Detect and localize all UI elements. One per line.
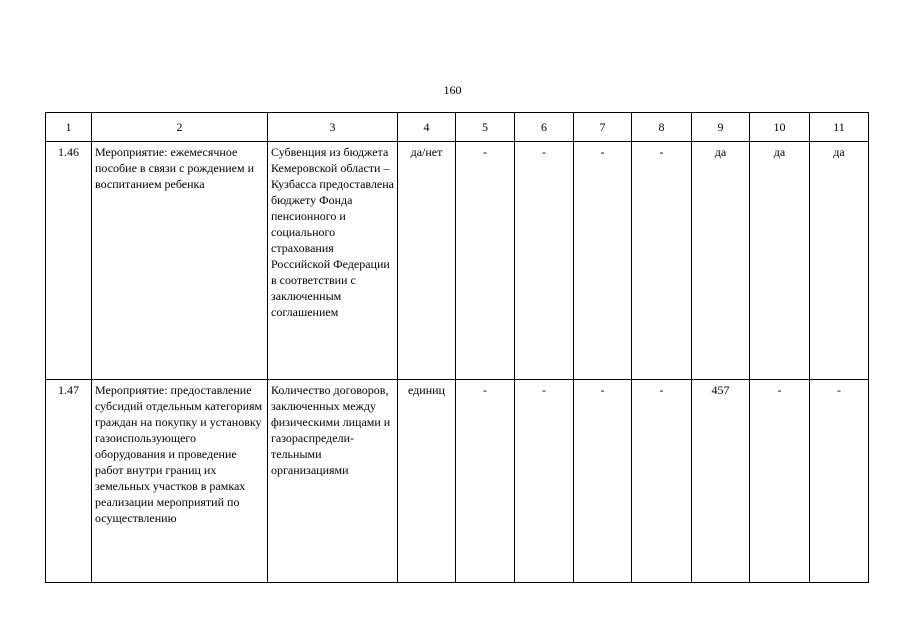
table-row bbox=[46, 142, 869, 380]
indicator-name: Количество договоров, заключенных между физическими лицами и газораспредели-тельными организациями bbox=[268, 380, 398, 583]
column-header-8: 8 bbox=[632, 113, 692, 142]
table-row bbox=[46, 380, 869, 583]
column-header-10: 10 bbox=[750, 113, 810, 142]
column-header-2: 2 bbox=[92, 113, 268, 142]
column-header-3: 3 bbox=[268, 113, 398, 142]
value-col-10: - bbox=[750, 380, 810, 583]
indicator-name: Субвенция из бюджета Кемеровской области – Кузбасса предоставлена бюджету Фонда пенсионного и социального страхования Российской Федерации в соответствии с заключенным соглашением bbox=[268, 142, 398, 380]
unit: единиц bbox=[398, 380, 456, 583]
column-header-11: 11 bbox=[810, 113, 869, 142]
column-header-4: 4 bbox=[398, 113, 456, 142]
column-header-5: 5 bbox=[456, 113, 515, 142]
value-col-9: да bbox=[692, 142, 750, 380]
measure-name: Мероприятие: ежемесячное пособие в связи с рождением и воспитанием ребенка bbox=[92, 142, 268, 380]
measure-name: Мероприятие: предоставление субсидий отдельным категориям граждан на покупку и установку газоиспользующего оборудования и проведение работ внутри границ их земельных участков в рамках реализации мероприятий по осуществлению bbox=[92, 380, 268, 583]
value-col-5: - bbox=[456, 380, 515, 583]
unit: да/нет bbox=[398, 142, 456, 380]
value-col-5: - bbox=[456, 142, 515, 380]
indicators-table bbox=[45, 112, 869, 583]
row-number: 1.47 bbox=[46, 380, 92, 583]
value-col-7: - bbox=[574, 142, 632, 380]
value-col-10: да bbox=[750, 142, 810, 380]
row-number: 1.46 bbox=[46, 142, 92, 380]
column-header-9: 9 bbox=[692, 113, 750, 142]
header-row bbox=[46, 113, 869, 142]
value-col-11: - bbox=[810, 380, 869, 583]
page-number: 160 bbox=[443, 83, 462, 97]
value-col-8: - bbox=[632, 142, 692, 380]
column-header-7: 7 bbox=[574, 113, 632, 142]
value-col-8: - bbox=[632, 380, 692, 583]
column-header-1: 1 bbox=[46, 113, 92, 142]
value-col-6: - bbox=[515, 380, 574, 583]
value-col-6: - bbox=[515, 142, 574, 380]
value-col-7: - bbox=[574, 380, 632, 583]
value-col-9: 457 bbox=[692, 380, 750, 583]
value-col-11: да bbox=[810, 142, 869, 380]
column-header-6: 6 bbox=[515, 113, 574, 142]
